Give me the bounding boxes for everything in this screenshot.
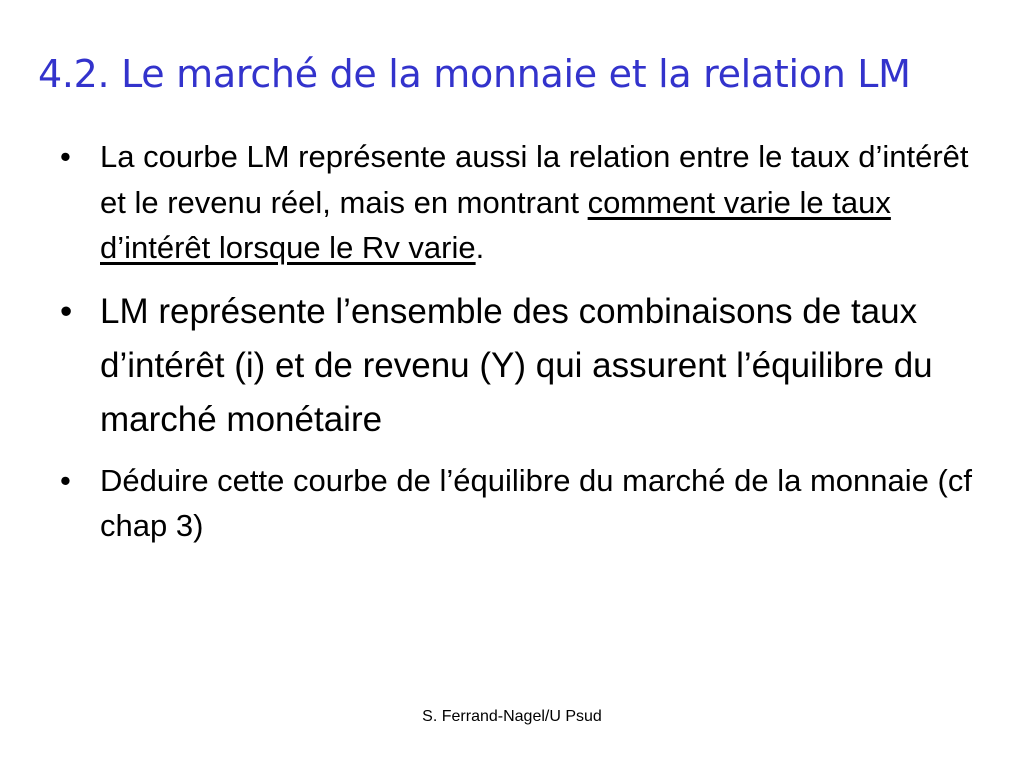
- bullet-icon: •: [60, 291, 73, 331]
- bullet-text-end: .: [475, 230, 485, 265]
- bullet-text: LM représente l’ensemble des combinaisons de taux d’intérêt (i) et de revenu (Y) qui assurent l’équilibre du marché monétaire: [100, 291, 933, 439]
- footer-credit: S. Ferrand-Nagel/U Psud: [422, 708, 602, 725]
- bullet-item-deduce-curve: [56, 458, 986, 549]
- underlined-text: comment varie le taux d’intérêt lorsque le Rv varie: [100, 184, 891, 265]
- bullet-text: Déduire cette courbe de l’équilibre du marché de la monnaie (cf chap 3): [100, 462, 972, 543]
- bullet-icon: •: [60, 462, 71, 498]
- bullet-list: [56, 134, 986, 549]
- bullet-item-lm-definition: [56, 285, 986, 447]
- bullet-item-lm-relation: [56, 134, 986, 271]
- bullet-text: La courbe LM représente aussi la relation entre le taux d’intérêt et le revenu réel, mais en montrant: [100, 139, 969, 220]
- slide-title: 4.2. Le marché de la monnaie et la relation LM: [38, 52, 911, 96]
- bullet-icon: •: [60, 139, 71, 174]
